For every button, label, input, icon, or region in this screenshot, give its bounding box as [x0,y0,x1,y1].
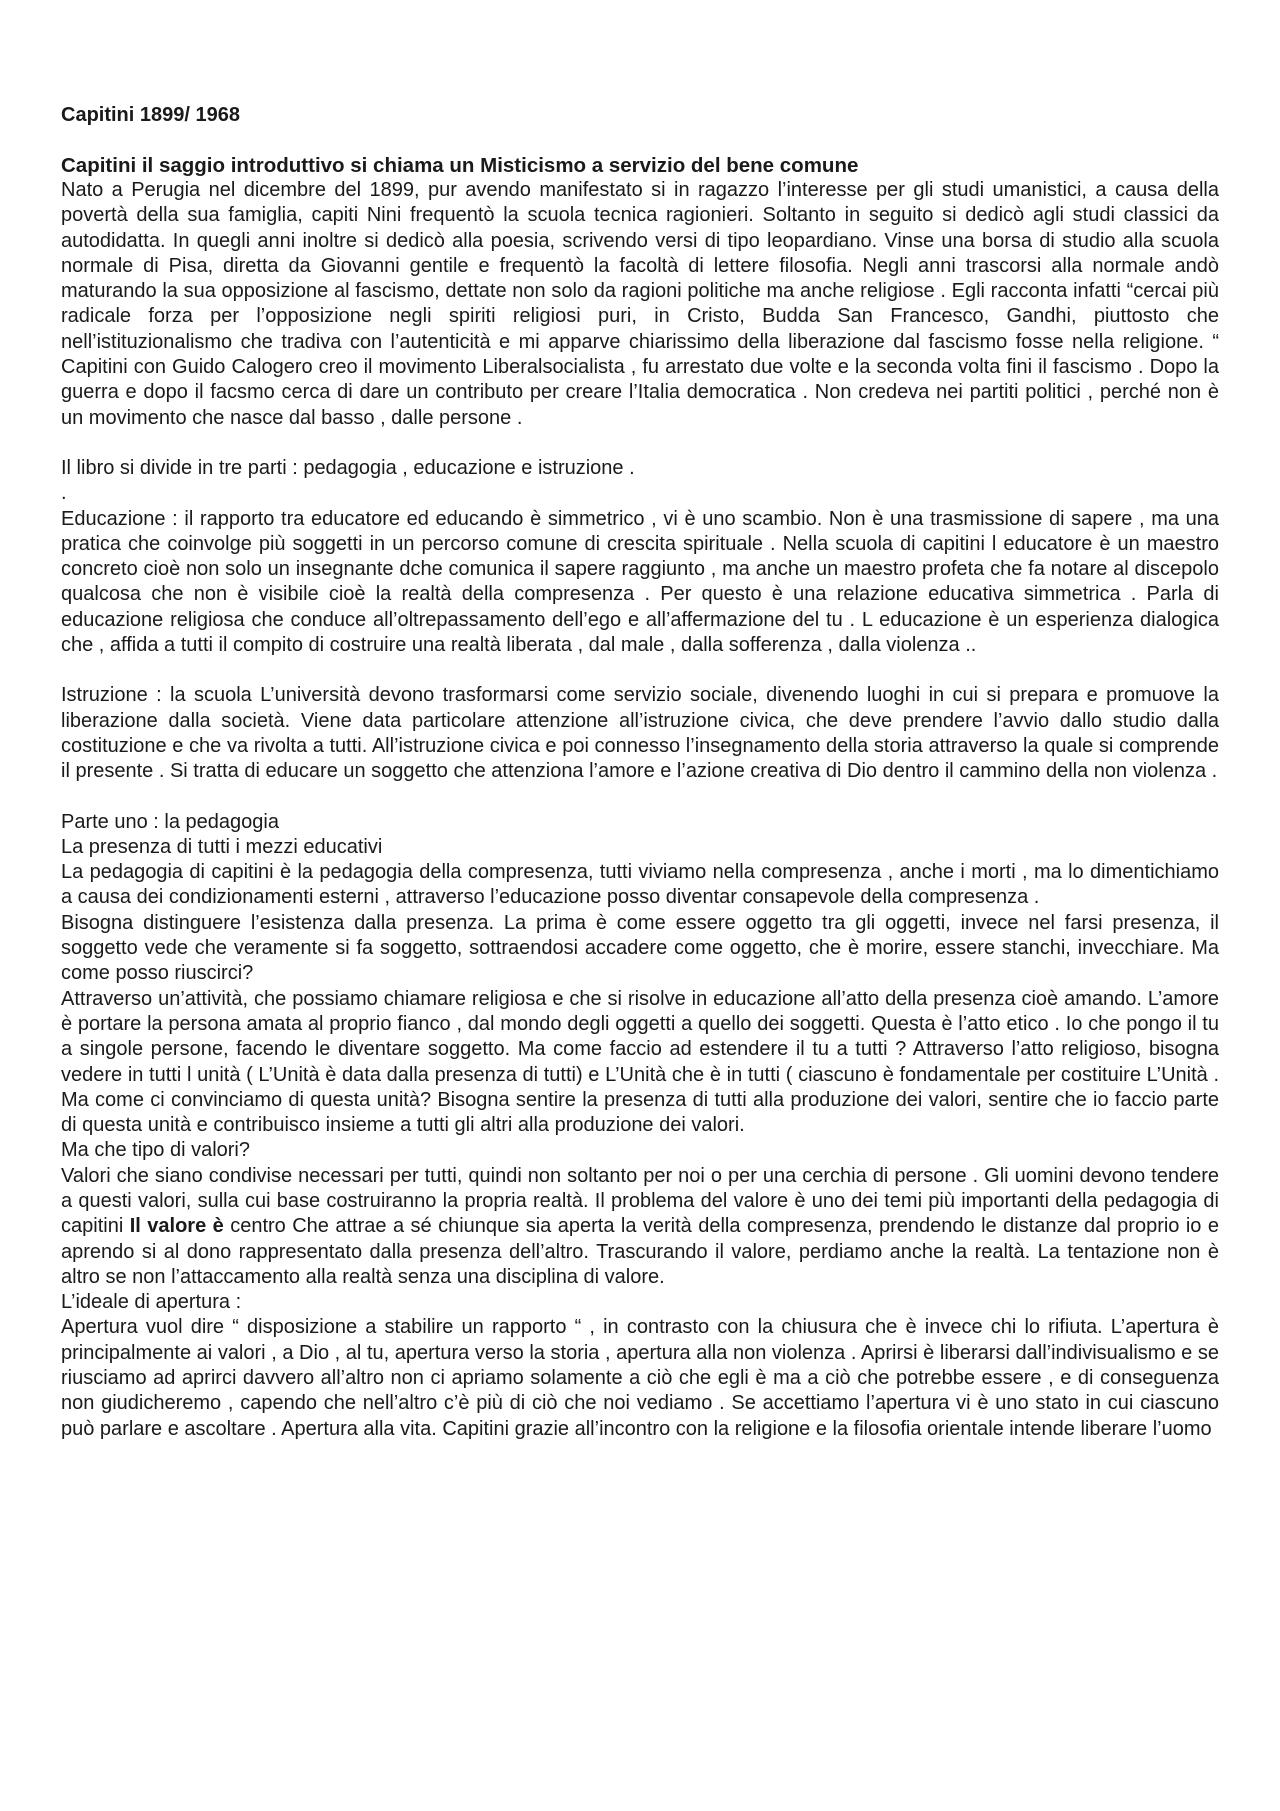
pedagogia-paragraph-1: La pedagogia di capitini è la pedagogia della compresenza, tutti viviamo nella compresenza , anche i morti , ma lo dimentichiamo a causa dei condizionamenti esterni , attraverso l’educazione posso diventar consapevole della compresenza . [61,861,1219,909]
valori-text-before: Valori che siano condivise necessari per tutti, quindi non soltanto per noi o per una cerchia di persone . Gli uomini devono tendere a questi valori, sulla cui base costruiranno la propria realtà. Il problema del valore è uno dei temi più importanti della pedagogia di capitini [61,1164,1219,1238]
pedagogia-paragraph-3: Attraverso un’attività, che possiamo chiamare religiosa e che si risolve in educazione all’atto della presenza cioè amando. L’amore è portare la persona amata al proprio fianco , dal mondo degli oggetti a quello dei soggetti. Questa è l’atto etico . Io che pongo il tu a singole persone, facendo le diventare soggetto. Ma come faccio ad estendere il tu a tutti ? Attraverso l’atto religioso, bisogna vedere in tutti l unità ( L’Unità è data dalla presenza di tutti) e L’Unità che è in tutti ( ciascuno è fondamentale per costituire L’Unità . Ma come ci convinciamo di questa unità? Bisogna sentire la presenza di tutti alla produzione dei valori, sentire che io faccio parte di questa unità e contribuisco insieme a tutti gli altri alla produzione dei valori. [61,987,1219,1137]
educazione-paragraph: Educazione : il rapporto tra educatore ed educando è simmetrico , vi è uno scambio. Non è una trasmissione di sapere , ma una pratica che coinvolge più soggetti in un percorso comune di crescita spirituale . Nella scuola di capitini l educatore è un maestro concreto cioè non solo un insegnante dche comunica il sapere raggiunto , ma anche un maestro profeta che fa notare al discepolo qualcosa che non è visibile cioè la realtà della compresenza . Per questo è una relazione educativa simmetrica . Parla di educazione religiosa che conduce all’oltrepassamento dell’ego e all’affermazione del tu . L educazione è un esperienza dialogica che , affida a tutti il compito di costruire una realtà liberata , dal male , dalla sofferenza , dalla violenza .. [61,507,1219,657]
valori-paragraph [61,1164,1219,1290]
pedagogia-paragraph-2: Bisogna distinguere l’esistenza dalla presenza. La prima è come essere oggetto tra gli oggetti, invece nel farsi presenza, il soggetto vede che veramente si fa soggetto, sottraendosi accadere come oggetto, che è morire, essere stanchi, invecchiare. Ma come posso riuscirci? [61,911,1219,985]
part-one-subheading: La presenza di tutti i mezzi educativi [61,835,383,858]
istruzione-paragraph: Istruzione : la scuola L’università devono trasformarsi come servizio sociale, divenendo luoghi in cui si prepara e promuove la liberazione dalla società. Viene data particolare attenzione all’istruzione civica, che deve prendere l’avvio dallo studio dalla costituzione e che va rivolta a tutti. All’istruzione civica e poi connesso l’insegnamento della storia attraverso la quale si comprende il presente . Si tratta di educare un soggetto che attenziona l’amore e l’azione creativa di Dio dentro il cammino della non violenza . [61,684,1219,783]
apertura-paragraph: Apertura vuol dire “ disposizione a stabilire un rapporto “ , in contrasto con la chiusura che è invece chi lo rifiuta. L’apertura è principalmente ai valori , a Dio , al tu, apertura verso la storia , apertura alla non violenza . Aprirsi è liberarsi dall’indivisualismo e se riusciamo ad aprirci davvero all’altro non ci apriamo solamente a ciò che egli è ma a ciò che potrebbe essere , e di conseguenza non giudicheremo , capendo che nell’altro c’è più di ciò che noi vediamo . Se accettiamo l’apertura vi è uno stato in cui ciascuno può parlare e ascoltare . Apertura alla vita. Capitini grazie all’incontro con la religione e la filosofia orientale intende liberare l’uomo [61,1316,1219,1440]
document-title: Capitini 1899/ 1968 [61,104,240,126]
valori-question: Ma che tipo di valori? [61,1139,250,1162]
essay-subtitle: Capitini il saggio introduttivo si chiama un Misticismo a servizio del bene comune [61,154,859,177]
valori-bold-phrase: Il valore è [129,1215,224,1238]
dot-line: . [61,482,67,505]
apertura-heading: L’ideale di apertura : [61,1291,242,1314]
book-parts-line: Il libro si divide in tre parti : pedagogia , educazione e istruzione . [61,456,635,479]
part-one-heading: Parte uno : la pedagogia [61,810,279,833]
intro-paragraph: Nato a Perugia nel dicembre del 1899, pur avendo manifestato si in ragazzo l’interesse per gli studi umanistici, a causa della povertà della sua famiglia, capiti Nini frequentò la scuola tecnica ragionieri. Soltanto in seguito si dedicò agli studi classici da autodidatta. In quegli anni inoltre si dedicò alla poesia, scrivendo versi di tipo leopardiano. Vinse una borsa di studio alla scuola normale di Pisa, diretta da Giovanni gentile e frequentò la facoltà di lettere filosofia. Negli anni trascorsi alla normale andò maturando la sua opposizione al fascismo, dettate non solo da ragioni politiche ma anche religiose . Egli racconta infatti “cercai più radicale forza per l’opposizione negli spiriti religiosi puri, in Cristo, Budda San Francesco, Gandhi, piuttosto che nell’istituzionalismo che tradiva con l’autenticità e mi apparve chiarissimo della liberazione dal fascismo fosse nella religione. “ Capitini con Guido Calogero creo il movimento Liberalsocialista , fu arrestato due volte e la seconda volta fini il fascismo . Dopo la guerra e dopo il facsmo cerca di dare un contributo per creare l’Italia democratica . Non credeva nei partiti politici , perché non è un movimento che nasce dal basso , dalle persone . [61,179,1219,429]
valori-text-after: centro Che attrae a sé chiunque sia aperta la verità della compresenza, prendendo le distanze dal proprio io e aprendo si al dono rappresentato dalla presenza dell’altro. Trascurando il valore, perdiamo anche la realtà. La tentazione non è altro se non l’attaccamento alla realtà senza una disciplina di valore. [61,1215,1219,1288]
